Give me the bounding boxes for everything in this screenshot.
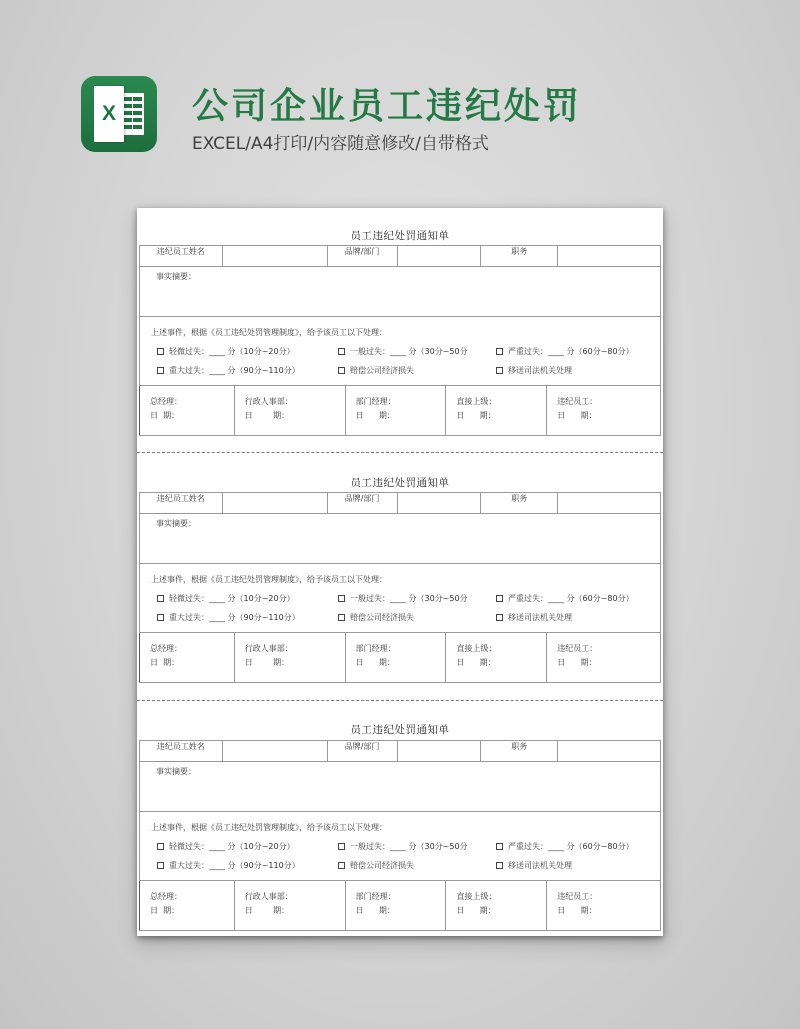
checkbox[interactable]: [157, 862, 164, 869]
checkbox[interactable]: [338, 843, 345, 850]
signature-dept-manager[interactable]: 部门经理： 日 期：: [345, 881, 446, 931]
checkbox[interactable]: [496, 862, 503, 869]
position-label: 职务: [481, 741, 558, 762]
option-general[interactable]: 一般过失：____ 分（30分~50分: [338, 841, 496, 852]
checkbox[interactable]: [157, 843, 164, 850]
option-minor[interactable]: 轻微过失：____ 分（10分~20分）: [157, 346, 338, 357]
checkbox[interactable]: [157, 595, 164, 602]
checkbox[interactable]: [496, 614, 503, 621]
option-serious[interactable]: 严重过失：____ 分（60分~80分）: [496, 346, 634, 357]
name-label: 违纪员工姓名: [140, 493, 223, 514]
dept-field[interactable]: [397, 246, 481, 267]
decision-intro: 上述事件，根据《员工违纪处罚管理制度》，给予该员工以下处理：: [151, 575, 387, 584]
option-general[interactable]: 一般过失：____ 分（30分~50分: [338, 346, 496, 357]
option-serious[interactable]: 严重过失：____ 分（60分~80分）: [496, 841, 634, 852]
cut-line: [137, 452, 663, 453]
option-minor[interactable]: 轻微过失：____ 分（10分~20分）: [157, 841, 338, 852]
signature-dept-manager[interactable]: 部门经理： 日 期：: [345, 633, 446, 683]
option-judicial[interactable]: 移送司法机关处理: [496, 612, 572, 623]
decision-section: [140, 812, 661, 881]
option-judicial[interactable]: 移送司法机关处理: [496, 860, 572, 871]
checkbox[interactable]: [338, 367, 345, 374]
position-field[interactable]: [558, 493, 661, 514]
signature-employee[interactable]: 违纪员工： 日 期：: [547, 881, 661, 931]
signature-table: [139, 385, 661, 436]
position-label: 职务: [481, 493, 558, 514]
facts-field[interactable]: [140, 762, 661, 812]
form-table: [139, 740, 661, 881]
signature-hr[interactable]: 行政人事部： 日 期：: [234, 633, 345, 683]
signature-supervisor[interactable]: 直接上级： 日 期：: [446, 386, 547, 436]
facts-label: 事实摘要：: [156, 272, 196, 281]
name-field[interactable]: [222, 246, 327, 267]
signature-employee[interactable]: 违纪员工： 日 期：: [547, 633, 661, 683]
cut-line: [137, 700, 663, 701]
checkbox[interactable]: [157, 614, 164, 621]
facts-field[interactable]: [140, 267, 661, 317]
signature-table: [139, 632, 661, 683]
name-field[interactable]: [222, 741, 327, 762]
option-major[interactable]: 重大过失：____ 分（90分~110分）: [157, 612, 338, 623]
option-compensate[interactable]: 赔偿公司经济损失: [338, 612, 496, 623]
document-page: [137, 208, 663, 936]
signature-hr[interactable]: 行政人事部： 日 期：: [234, 386, 345, 436]
signature-general-manager[interactable]: 总经理： 日 期：: [140, 633, 235, 683]
checkbox[interactable]: [157, 367, 164, 374]
form-title: 员工违纪处罚通知单: [350, 230, 450, 242]
position-field[interactable]: [558, 246, 661, 267]
name-label: 违纪员工姓名: [140, 741, 223, 762]
signature-supervisor[interactable]: 直接上级： 日 期：: [446, 633, 547, 683]
name-label: 违纪员工姓名: [140, 246, 223, 267]
signature-table: [139, 880, 661, 931]
signature-general-manager[interactable]: 总经理： 日 期：: [140, 386, 235, 436]
signature-supervisor[interactable]: 直接上级： 日 期：: [446, 881, 547, 931]
checkbox[interactable]: [157, 348, 164, 355]
option-judicial[interactable]: 移送司法机关处理: [496, 365, 572, 376]
position-label: 职务: [481, 246, 558, 267]
checkbox[interactable]: [338, 595, 345, 602]
dept-label: 品牌/部门: [327, 741, 397, 762]
decision-intro: 上述事件，根据《员工违纪处罚管理制度》，给予该员工以下处理：: [151, 328, 387, 337]
option-compensate[interactable]: 赔偿公司经济损失: [338, 860, 496, 871]
checkbox[interactable]: [496, 595, 503, 602]
option-minor[interactable]: 轻微过失：____ 分（10分~20分）: [157, 593, 338, 604]
checkbox[interactable]: [496, 367, 503, 374]
option-general[interactable]: 一般过失：____ 分（30分~50分: [338, 593, 496, 604]
excel-icon: [81, 76, 157, 152]
page-title: 公司企业员工违纪处罚: [192, 86, 583, 127]
form-table: [139, 492, 661, 633]
facts-label: 事实摘要：: [156, 519, 196, 528]
form-table: [139, 245, 661, 386]
option-serious[interactable]: 严重过失：____ 分（60分~80分）: [496, 593, 634, 604]
decision-section: [140, 317, 661, 386]
signature-employee[interactable]: 违纪员工： 日 期：: [547, 386, 661, 436]
checkbox[interactable]: [338, 614, 345, 621]
checkbox[interactable]: [338, 862, 345, 869]
checkbox[interactable]: [338, 348, 345, 355]
facts-label: 事实摘要：: [156, 767, 196, 776]
option-compensate[interactable]: 赔偿公司经济损失: [338, 365, 496, 376]
position-field[interactable]: [558, 741, 661, 762]
form-title: 员工违纪处罚通知单: [350, 724, 450, 736]
facts-field[interactable]: [140, 514, 661, 564]
signature-hr[interactable]: 行政人事部： 日 期：: [234, 881, 345, 931]
checkbox[interactable]: [496, 843, 503, 850]
dept-field[interactable]: [397, 741, 481, 762]
option-major[interactable]: 重大过失：____ 分（90分~110分）: [157, 860, 338, 871]
excel-page-icon: X: [94, 86, 124, 142]
option-major[interactable]: 重大过失：____ 分（90分~110分）: [157, 365, 338, 376]
checkbox[interactable]: [496, 348, 503, 355]
signature-dept-manager[interactable]: 部门经理： 日 期：: [345, 386, 446, 436]
page-subtitle: EXCEL/A4打印/内容随意修改/自带格式: [192, 134, 489, 154]
signature-general-manager[interactable]: 总经理： 日 期：: [140, 881, 235, 931]
dept-label: 品牌/部门: [327, 246, 397, 267]
decision-section: [140, 564, 661, 633]
form-title: 员工违纪处罚通知单: [350, 477, 450, 489]
name-field[interactable]: [222, 493, 327, 514]
decision-intro: 上述事件，根据《员工违纪处罚管理制度》，给予该员工以下处理：: [151, 823, 387, 832]
dept-label: 品牌/部门: [327, 493, 397, 514]
dept-field[interactable]: [397, 493, 481, 514]
